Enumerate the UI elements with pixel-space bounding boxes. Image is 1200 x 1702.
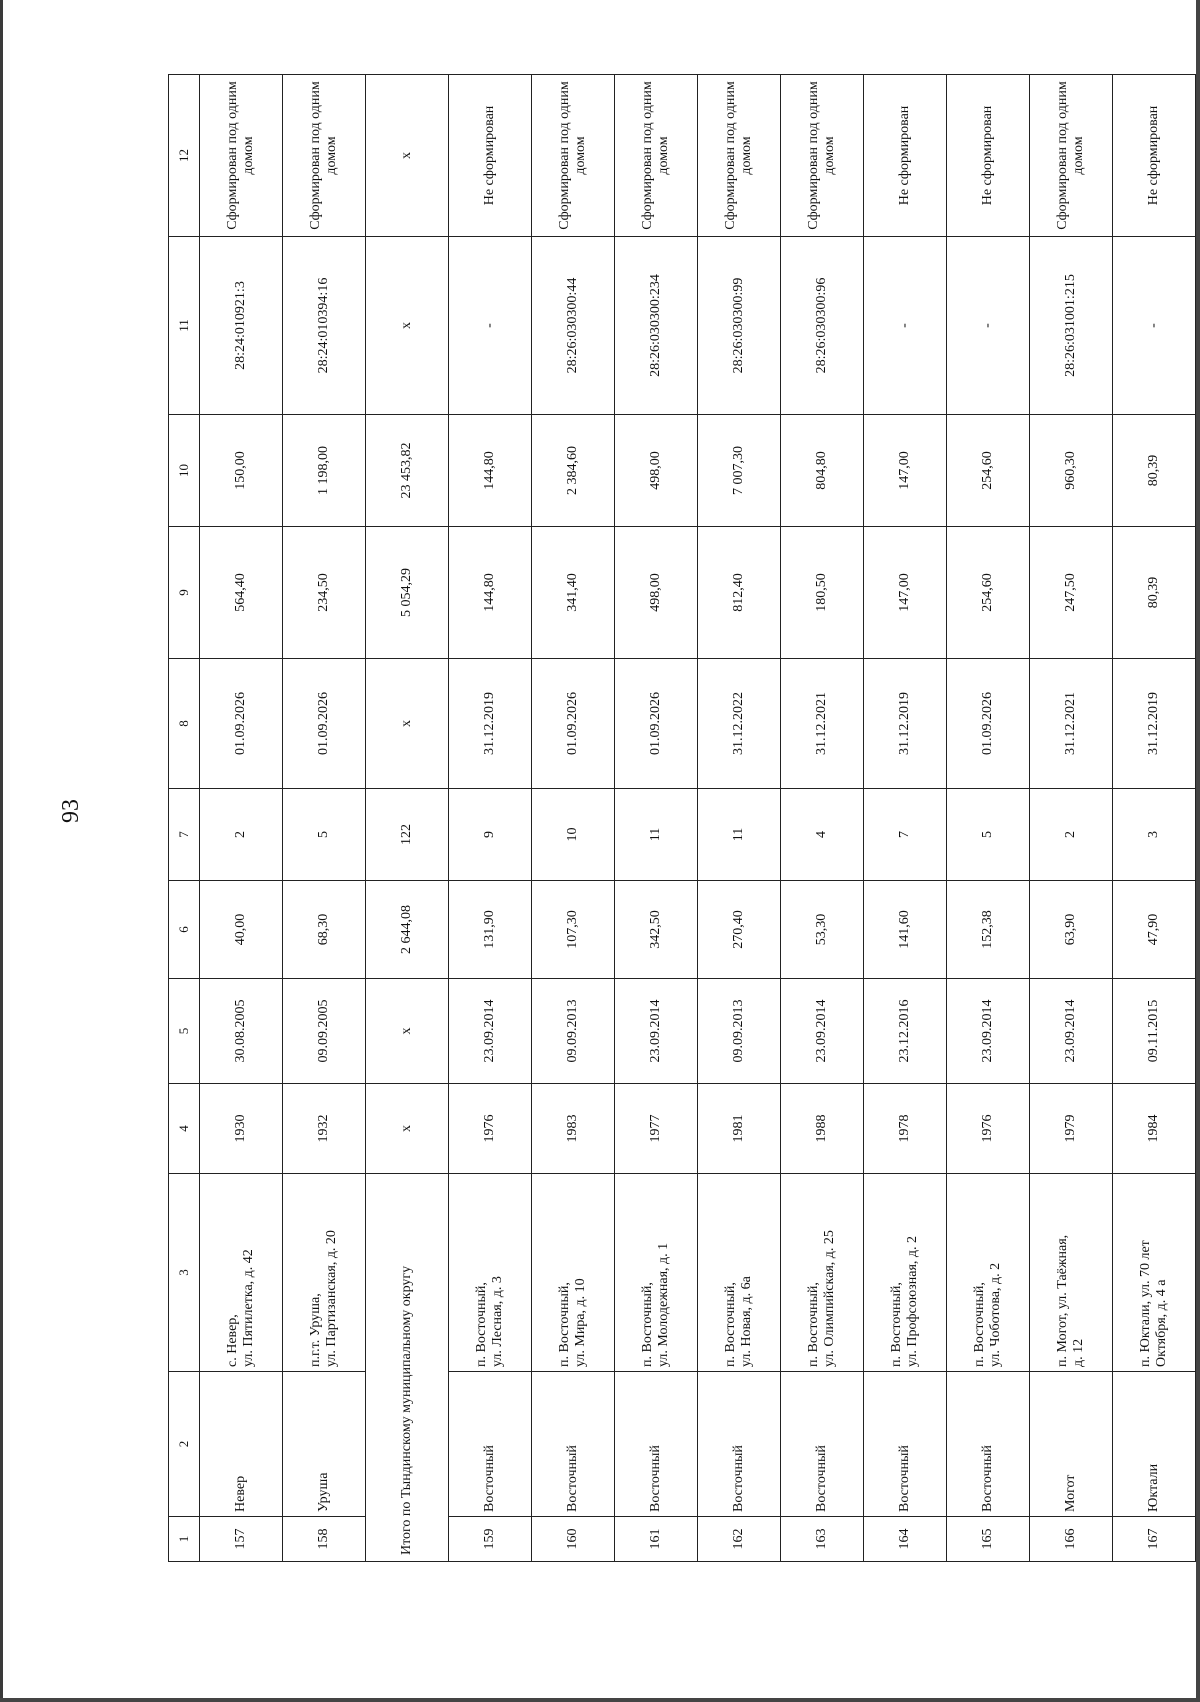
settlement-cell: Восточный bbox=[781, 1372, 864, 1517]
area-cell: 152,38 bbox=[947, 881, 1030, 979]
area-cell: 270,40 bbox=[698, 881, 781, 979]
row-number-cell: 157 bbox=[200, 1517, 283, 1562]
area-cell: 2 644,08 bbox=[366, 881, 449, 979]
area-cell: 68,30 bbox=[283, 881, 366, 979]
land-status-cell: Не сформирован bbox=[947, 75, 1030, 237]
column-10-cell: 80,39 bbox=[1113, 415, 1196, 527]
deadline-cell: 31.12.2019 bbox=[1113, 659, 1196, 789]
area-cell: 53,30 bbox=[781, 881, 864, 979]
column-10-cell: 498,00 bbox=[615, 415, 698, 527]
column-number: 6 bbox=[169, 881, 200, 979]
deadline-cell: х bbox=[366, 659, 449, 789]
row-number-cell: 163 bbox=[781, 1517, 864, 1562]
column-9-cell: 498,00 bbox=[615, 527, 698, 659]
column-9-cell: 5 054,29 bbox=[366, 527, 449, 659]
count-cell: 3 bbox=[1113, 789, 1196, 881]
date-cell: 09.11.2015 bbox=[1113, 979, 1196, 1084]
total-label: Итого по Тындинскому муниципальному округу bbox=[366, 1174, 449, 1562]
column-9-cell: 341,40 bbox=[532, 527, 615, 659]
settlement-cell: Восточный bbox=[947, 1372, 1030, 1517]
cadastral-number-cell: - bbox=[947, 237, 1030, 415]
row-number-cell: 160 bbox=[532, 1517, 615, 1562]
address-cell: п. Могот, ул. Таёжная, д. 12 bbox=[1030, 1174, 1113, 1372]
column-number: 3 bbox=[169, 1174, 200, 1372]
table-row bbox=[947, 75, 1030, 1562]
table-body bbox=[169, 75, 1196, 1562]
cadastral-number-cell: 28:26:031001:215 bbox=[1030, 237, 1113, 415]
column-10-cell: 150,00 bbox=[200, 415, 283, 527]
column-number: 8 bbox=[169, 659, 200, 789]
column-10-cell: 804,80 bbox=[781, 415, 864, 527]
row-number-cell: 162 bbox=[698, 1517, 781, 1562]
date-cell: 09.09.2013 bbox=[698, 979, 781, 1084]
cadastral-number-cell: 28:24:010921:3 bbox=[200, 237, 283, 415]
cadastral-number-cell: - bbox=[449, 237, 532, 415]
address-cell: п. Восточный, ул. Профсоюзная, д. 2 bbox=[864, 1174, 947, 1372]
row-number-cell: 164 bbox=[864, 1517, 947, 1562]
address-cell: п. Восточный, ул. Новая, д. 6а bbox=[698, 1174, 781, 1372]
land-status-cell: Не сформирован bbox=[449, 75, 532, 237]
date-cell: 23.09.2014 bbox=[449, 979, 532, 1084]
count-cell: 7 bbox=[864, 789, 947, 881]
year-cell: 1976 bbox=[449, 1084, 532, 1174]
column-9-cell: 812,40 bbox=[698, 527, 781, 659]
total-row bbox=[366, 75, 449, 1562]
deadline-cell: 01.09.2026 bbox=[200, 659, 283, 789]
column-10-cell: 147,00 bbox=[864, 415, 947, 527]
settlement-cell: Восточный bbox=[615, 1372, 698, 1517]
area-cell: 342,50 bbox=[615, 881, 698, 979]
column-9-cell: 564,40 bbox=[200, 527, 283, 659]
column-10-cell: 7 007,30 bbox=[698, 415, 781, 527]
land-status-cell: Сформирован под одним домом bbox=[532, 75, 615, 237]
table-row bbox=[1030, 75, 1113, 1562]
date-cell: 30.08.2005 bbox=[200, 979, 283, 1084]
count-cell: 5 bbox=[947, 789, 1030, 881]
date-cell: 23.12.2016 bbox=[864, 979, 947, 1084]
table-row bbox=[615, 75, 698, 1562]
address-cell: п. Восточный, ул. Молодежная, д. 1 bbox=[615, 1174, 698, 1372]
area-cell: 40,00 bbox=[200, 881, 283, 979]
column-number: 10 bbox=[169, 415, 200, 527]
scan-edge-left bbox=[0, 0, 3, 1702]
deadline-cell: 01.09.2026 bbox=[532, 659, 615, 789]
area-cell: 107,30 bbox=[532, 881, 615, 979]
deadline-cell: 31.12.2019 bbox=[449, 659, 532, 789]
housing-register-table bbox=[168, 74, 1196, 1562]
cadastral-number-cell: - bbox=[1113, 237, 1196, 415]
address-cell: п. Восточный, ул. Чоботова, д. 2 bbox=[947, 1174, 1030, 1372]
count-cell: 9 bbox=[449, 789, 532, 881]
date-cell: 23.09.2014 bbox=[615, 979, 698, 1084]
count-cell: 11 bbox=[698, 789, 781, 881]
settlement-cell: Восточный bbox=[698, 1372, 781, 1517]
settlement-cell: Восточный bbox=[449, 1372, 532, 1517]
count-cell: 122 bbox=[366, 789, 449, 881]
page-number: 93 bbox=[58, 799, 84, 823]
settlement-cell: Невер bbox=[200, 1372, 283, 1517]
row-number-cell: 165 bbox=[947, 1517, 1030, 1562]
cadastral-number-cell: х bbox=[366, 237, 449, 415]
settlement-cell: Восточный bbox=[864, 1372, 947, 1517]
land-status-cell: Сформирован под одним домом bbox=[1030, 75, 1113, 237]
column-number: 1 bbox=[169, 1517, 200, 1562]
count-cell: 11 bbox=[615, 789, 698, 881]
year-cell: 1988 bbox=[781, 1084, 864, 1174]
year-cell: 1978 bbox=[864, 1084, 947, 1174]
rotated-table-wrapper bbox=[168, 75, 1169, 1562]
year-cell: 1984 bbox=[1113, 1084, 1196, 1174]
table-row bbox=[781, 75, 864, 1562]
column-10-cell: 2 384,60 bbox=[532, 415, 615, 527]
date-cell: 09.09.2013 bbox=[532, 979, 615, 1084]
date-cell: 23.09.2014 bbox=[781, 979, 864, 1084]
column-9-cell: 180,50 bbox=[781, 527, 864, 659]
land-status-cell: Сформирован под одним домом bbox=[698, 75, 781, 237]
deadline-cell: 01.09.2026 bbox=[283, 659, 366, 789]
year-cell: 1932 bbox=[283, 1084, 366, 1174]
row-number-cell: 166 bbox=[1030, 1517, 1113, 1562]
table-row bbox=[283, 75, 366, 1562]
land-status-cell: х bbox=[366, 75, 449, 237]
count-cell: 5 bbox=[283, 789, 366, 881]
area-cell: 63,90 bbox=[1030, 881, 1113, 979]
deadline-cell: 31.12.2021 bbox=[781, 659, 864, 789]
column-9-cell: 147,00 bbox=[864, 527, 947, 659]
cadastral-number-cell: - bbox=[864, 237, 947, 415]
year-cell: 1930 bbox=[200, 1084, 283, 1174]
column-10-cell: 23 453,82 bbox=[366, 415, 449, 527]
year-cell: 1983 bbox=[532, 1084, 615, 1174]
column-10-cell: 960,30 bbox=[1030, 415, 1113, 527]
deadline-cell: 01.09.2026 bbox=[615, 659, 698, 789]
column-10-cell: 1 198,00 bbox=[283, 415, 366, 527]
settlement-cell: Могот bbox=[1030, 1372, 1113, 1517]
scan-edge-bottom bbox=[0, 1698, 1200, 1702]
table-row bbox=[200, 75, 283, 1562]
column-9-cell: 247,50 bbox=[1030, 527, 1113, 659]
column-10-cell: 254,60 bbox=[947, 415, 1030, 527]
land-status-cell: Не сформирован bbox=[1113, 75, 1196, 237]
deadline-cell: 31.12.2022 bbox=[698, 659, 781, 789]
cadastral-number-cell: 28:26:030300:234 bbox=[615, 237, 698, 415]
land-status-cell: Сформирован под одним домом bbox=[615, 75, 698, 237]
column-9-cell: 144,80 bbox=[449, 527, 532, 659]
table-row bbox=[864, 75, 947, 1562]
settlement-cell: Уруша bbox=[283, 1372, 366, 1517]
count-cell: 2 bbox=[1030, 789, 1113, 881]
column-number-row bbox=[169, 75, 200, 1562]
table-row bbox=[1113, 75, 1196, 1562]
address-cell: с. Невер, ул. Пятилетка, д. 42 bbox=[200, 1174, 283, 1372]
column-number: 12 bbox=[169, 75, 200, 237]
scan-edge-right bbox=[1196, 0, 1200, 1702]
deadline-cell: 31.12.2021 bbox=[1030, 659, 1113, 789]
date-cell: х bbox=[366, 979, 449, 1084]
settlement-cell: Юктали bbox=[1113, 1372, 1196, 1517]
deadline-cell: 01.09.2026 bbox=[947, 659, 1030, 789]
table-row bbox=[698, 75, 781, 1562]
column-number: 4 bbox=[169, 1084, 200, 1174]
address-cell: п. Юктали, ул. 70 лет Октября, д. 4 а bbox=[1113, 1174, 1196, 1372]
column-number: 5 bbox=[169, 979, 200, 1084]
year-cell: х bbox=[366, 1084, 449, 1174]
column-9-cell: 234,50 bbox=[283, 527, 366, 659]
date-cell: 09.09.2005 bbox=[283, 979, 366, 1084]
row-number-cell: 167 bbox=[1113, 1517, 1196, 1562]
count-cell: 10 bbox=[532, 789, 615, 881]
column-10-cell: 144,80 bbox=[449, 415, 532, 527]
land-status-cell: Сформирован под одним домом bbox=[781, 75, 864, 237]
address-cell: п. Восточный, ул. Мира, д. 10 bbox=[532, 1174, 615, 1372]
year-cell: 1977 bbox=[615, 1084, 698, 1174]
year-cell: 1981 bbox=[698, 1084, 781, 1174]
address-cell: п. Восточный, ул. Лесная, д. 3 bbox=[449, 1174, 532, 1372]
count-cell: 2 bbox=[200, 789, 283, 881]
table-row bbox=[532, 75, 615, 1562]
column-number: 7 bbox=[169, 789, 200, 881]
deadline-cell: 31.12.2019 bbox=[864, 659, 947, 789]
column-9-cell: 254,60 bbox=[947, 527, 1030, 659]
cadastral-number-cell: 28:26:030300:44 bbox=[532, 237, 615, 415]
area-cell: 131,90 bbox=[449, 881, 532, 979]
count-cell: 4 bbox=[781, 789, 864, 881]
year-cell: 1976 bbox=[947, 1084, 1030, 1174]
area-cell: 141,60 bbox=[864, 881, 947, 979]
land-status-cell: Сформирован под одним домом bbox=[283, 75, 366, 237]
cadastral-number-cell: 28:26:030300:99 bbox=[698, 237, 781, 415]
date-cell: 23.09.2014 bbox=[1030, 979, 1113, 1084]
column-9-cell: 80,39 bbox=[1113, 527, 1196, 659]
address-cell: п.г.т. Уруша, ул. Партизанская, д. 20 bbox=[283, 1174, 366, 1372]
cadastral-number-cell: 28:24:010394:16 bbox=[283, 237, 366, 415]
settlement-cell: Восточный bbox=[532, 1372, 615, 1517]
year-cell: 1979 bbox=[1030, 1084, 1113, 1174]
table-row bbox=[449, 75, 532, 1562]
area-cell: 47,90 bbox=[1113, 881, 1196, 979]
land-status-cell: Сформирован под одним домом bbox=[200, 75, 283, 237]
column-number: 9 bbox=[169, 527, 200, 659]
row-number-cell: 159 bbox=[449, 1517, 532, 1562]
column-number: 11 bbox=[169, 237, 200, 415]
column-number: 2 bbox=[169, 1372, 200, 1517]
cadastral-number-cell: 28:26:030300:96 bbox=[781, 237, 864, 415]
row-number-cell: 158 bbox=[283, 1517, 366, 1562]
land-status-cell: Не сформирован bbox=[864, 75, 947, 237]
row-number-cell: 161 bbox=[615, 1517, 698, 1562]
address-cell: п. Восточный, ул. Олимпийская, д. 25 bbox=[781, 1174, 864, 1372]
date-cell: 23.09.2014 bbox=[947, 979, 1030, 1084]
